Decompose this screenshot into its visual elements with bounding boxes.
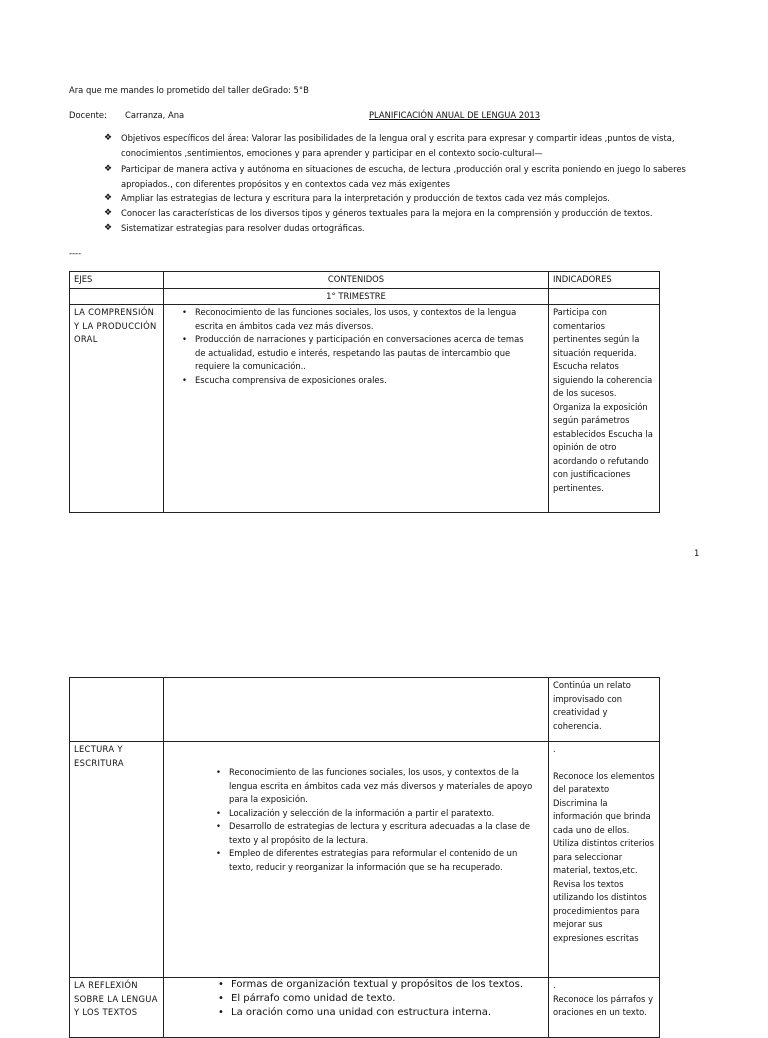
header-contenidos: CONTENIDOS [164, 272, 549, 289]
objective-item [104, 191, 734, 206]
contenidos-cell [164, 305, 549, 513]
contenidos-cell [164, 978, 549, 1038]
indicadores-cell: Participa con comentarios pertinentes según la situación requerida. Escucha relatos siguiendo la coherencia de los sucesos. Organiza la exposición según parámetros establecidos Escucha la opinión de otro acordando o refutando con justificaciones pertinentes. [549, 305, 660, 513]
table-row [70, 742, 660, 978]
list-item: • Desarrollo de estrategias de lectura y escritura adecuadas a la clase de texto y al propósito de la lectura. [212, 820, 540, 847]
header-text: Ara que me mandes lo prometido del taller deGrado: 5°B [69, 85, 309, 95]
document-title: PLANIFICACIÓN ANUAL DE LENGUA 2013 [369, 110, 541, 120]
objective-item [104, 162, 734, 192]
objective-text: Participar de manera activa y autónoma en situaciones de escucha, de lectura ,producción oral y escrita poniendo en juego lo saberes apropiados., con diferentes propósitos y en contextos cada vez más exigentes [121, 164, 686, 189]
indicadores-cell [549, 742, 660, 978]
table-row [70, 978, 660, 1038]
planning-table-trimester-1 [69, 271, 660, 513]
list-item: • Producción de narraciones y participación en conversaciones acerca de temas de actualidad, estudio e interés, respetando las pautas de intercambio que requiere la comunicación.. [178, 333, 534, 374]
list-item: • Escucha comprensiva de exposiciones orales. [178, 374, 534, 388]
diamond-bullet-icon: ❖ [104, 133, 113, 143]
docente-label: Docente: [69, 110, 107, 120]
diamond-bullet-icon: ❖ [104, 223, 113, 233]
separator-dashes: ---- [69, 248, 82, 258]
indicadores-dot: . [553, 744, 556, 754]
list-item: • El párrafo como unidad de texto. [214, 992, 540, 1006]
objective-item [104, 131, 734, 161]
objective-text: Sistematizar estrategias para resolver dudas ortográficas. [121, 223, 365, 233]
trimester-row [70, 288, 660, 305]
list-item: • Empleo de diferentes estrategias para reformular el contenido de un texto, reducir y reorganizar la información que se ha recuperado. [212, 847, 540, 874]
indicadores-cell [549, 978, 660, 1038]
contenidos-cell [164, 742, 549, 978]
trimester-label: 1° TRIMESTRE [164, 288, 549, 305]
indicadores-text: Reconoce los elementos del paratexto Discrimina la información que brinda cada uno de ellos. Utiliza distintos criterios para seleccionar material, textos,etc. Revisa los textos utilizando los distintos procedimientos para mejorar sus expresiones escritas [553, 770, 655, 943]
header-indicadores: INDICADORES [549, 272, 660, 289]
objective-item [104, 206, 734, 221]
list-item: • Formas de organización textual y propósitos de los textos. [214, 978, 540, 992]
objective-item [104, 221, 734, 236]
eje-cell: LA REFLEXIÓN SOBRE LA LENGUA Y LOS TEXTOS [70, 978, 164, 1038]
list-item: • La oración como una unidad con estructura interna. [214, 1006, 540, 1020]
objective-text: Ampliar las estrategias de lectura y escritura para la interpretación y producción de textos cada vez más complejos. [121, 193, 610, 203]
diamond-bullet-icon: ❖ [104, 208, 113, 218]
objective-text: Conocer las características de los diversos tipos y géneros textuales para la mejora en la comprensión y producción de textos. [121, 208, 653, 218]
objective-text: Objetivos específicos del área: Valorar las posibilidades de la lengua oral y escrita para expresar y compartir ideas ,puntos de vista, conocimientos ,sentimientos, emociones y para aprender y participar en el contexto socio-cultural— [121, 133, 675, 158]
planning-table-continued [69, 677, 660, 1038]
eje-cell: LECTURA Y ESCRITURA [70, 742, 164, 978]
list-item: • Reconocimiento de las funciones sociales, los usos, y contextos de la lengua escrita en ámbitos cada vez más diversos y materiales de apoyo para la exposición. [212, 766, 540, 807]
indicadores-dot: . [553, 980, 556, 990]
page-number: 1 [694, 548, 700, 558]
header-ejes: EJES [70, 272, 164, 289]
indicadores-cell: Continúa un relato improvisado con creatividad y coherencia. [549, 678, 660, 742]
indicadores-text: Reconoce los párrafos y oraciones en un texto. [553, 993, 654, 1017]
table-row [70, 678, 660, 742]
docente-name: Carranza, Ana [125, 110, 185, 120]
diamond-bullet-icon: ❖ [104, 193, 113, 203]
list-item: • Localización y selección de la información a partir el paratexto. [212, 807, 540, 821]
list-item: • Reconocimiento de las funciones sociales, los usos, y contextos de la lengua escrita en ámbitos cada vez más diversos. [178, 306, 534, 333]
diamond-bullet-icon: ❖ [104, 164, 113, 174]
table-row [70, 305, 660, 513]
table-header-row [70, 272, 660, 289]
eje-cell: LA COMPRENSIÓN Y LA PRODUCCIÓN ORAL [70, 305, 164, 513]
